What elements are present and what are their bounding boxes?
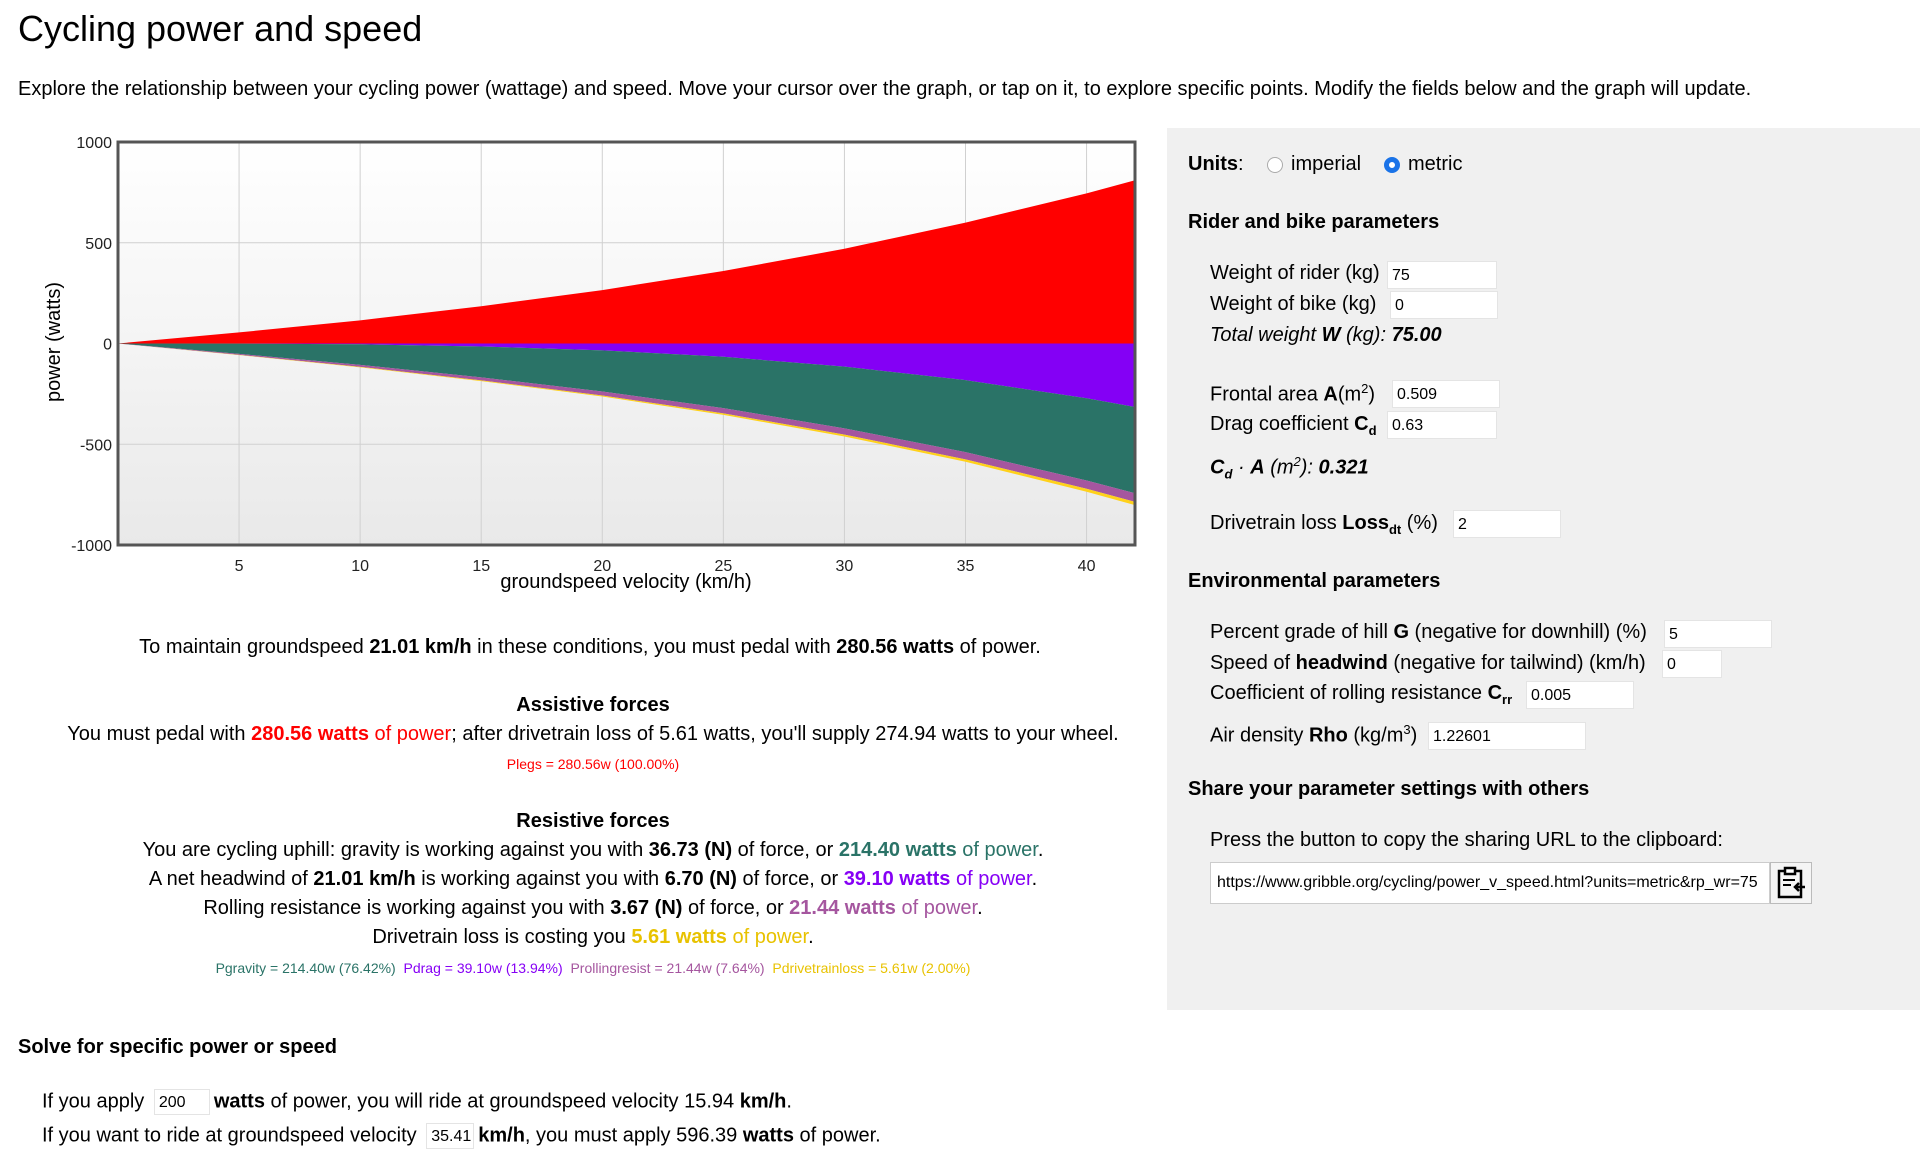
cda-c: C [1210,456,1225,479]
imperial-label[interactable]: imperial [1291,153,1362,175]
maintain-prefix: To maintain groundspeed [139,636,370,658]
page-title: Cycling power and speed [18,8,423,49]
solve-power-speed-unit: km/h [739,1090,787,1113]
maintain-summary [0,636,1180,659]
solve-speed-mid: , you must apply 596.39 [524,1124,743,1147]
y-tick-label: -1000 [71,538,112,555]
share-heading: Share your parameter settings with others [1188,778,1590,800]
assist-of-power: of power [368,723,452,745]
drag-period: . [1031,868,1038,890]
units-row [1188,153,1244,176]
drag-coef-input[interactable]: 0.63 [1387,411,1497,439]
x-tick-label: 35 [956,558,975,575]
drivetrain-loss-unit: (%) [1401,512,1438,534]
copy-url-button[interactable] [1770,862,1812,904]
x-tick-label: 15 [472,558,491,575]
clipboard-icon [1771,863,1811,903]
metric-radio[interactable] [1384,157,1400,173]
rho-sup: 3 [1403,722,1411,737]
drivetrain-loss-input[interactable]: 2 [1453,510,1561,538]
headwind-bold: headwind [1295,652,1388,674]
frontal-area-prefix: Frontal area [1210,383,1324,406]
x-tick-label: 5 [234,558,244,575]
assist-watts: 280.56 watts [251,723,369,745]
grade-suffix: (negative for downhill) (%) [1409,621,1647,643]
prolling-breakdown: Prollingresist = 21.44w (7.64%) [570,960,765,976]
grade-prefix: Percent grade of hill [1210,621,1394,643]
crr-label [1210,682,1512,707]
assistive-line [0,723,1186,746]
drag-speed: 21.01 km/h [313,868,416,890]
drivetrain-loss-label [1210,512,1438,537]
x-tick-label: 30 [835,558,854,575]
total-weight-prefix: Total weight [1210,324,1322,346]
solve-speed-unit: km/h [478,1124,525,1147]
y-tick-label: 1000 [76,135,112,152]
drag-coef-label [1210,413,1377,438]
units-colon: : [1238,153,1244,175]
rho-close: ) [1410,724,1418,747]
cda-unit: (m [1264,456,1294,479]
drivetrain-loss-symbol: Loss [1342,512,1389,534]
grade-symbol: G [1393,621,1409,643]
crr-prefix: Coefficient of rolling resistance [1210,682,1488,704]
x-tick-label: 20 [593,558,612,575]
chart-svg[interactable] [0,120,1150,600]
assistive-heading [0,694,1186,717]
frontal-area-symbol: A [1323,383,1338,406]
crr-sub: rr [1502,692,1513,707]
solve-power-mid: of power, you will ride at groundspeed velocity 15.94 [264,1090,740,1113]
gravity-watts: 214.40 watts [838,839,957,861]
headwind-input[interactable]: 0 [1662,650,1722,678]
assist-prefix: You must pedal with [67,723,252,745]
rho-prefix: Air density [1210,724,1309,747]
drag-mid2: of force, or [736,868,844,890]
cda-dot: · [1232,456,1251,479]
frontal-area-input[interactable]: 0.509 [1392,380,1500,408]
drivetrain-loss-sub: dt [1388,522,1402,537]
bike-weight-label: Weight of bike (kg) [1210,293,1377,315]
crr-input[interactable]: 0.005 [1526,681,1634,709]
frontal-area-label [1210,381,1375,407]
drag-prefix: A net headwind of [148,868,314,890]
rho-unit: (kg/m [1347,724,1404,747]
drivetrain-watts: 5.61 watts [631,926,727,948]
solve-speed-watts: watts [742,1124,794,1147]
gravity-mid: of force, or [732,839,839,861]
frontal-area-close: ) [1368,383,1376,406]
frontal-area-unit: (m [1337,383,1362,406]
rider-weight-input[interactable]: 75 [1387,261,1497,289]
y-axis-title: power (watts) [43,281,65,403]
y-tick-label: 0 [103,336,112,354]
gravity-of-power: of power [956,839,1038,861]
drivetrain-prefix: Drivetrain loss is costing you [372,926,632,948]
solve-power-input[interactable]: 200 [154,1089,210,1115]
cda-value: 0.321 [1318,456,1369,479]
total-weight-unit: (kg): [1340,324,1392,346]
rolling-of-power: of power [895,897,978,919]
crr-symbol: C [1487,682,1503,704]
drivetrain-line [0,926,1186,949]
cda-sub: d [1224,466,1233,482]
share-text: Press the button to copy the sharing URL to the clipboard: [1210,829,1723,851]
drag-coef-symbol: C [1354,413,1369,435]
rolling-watts: 21.44 watts [789,897,896,919]
solve-speed-input[interactable]: 35.41 [426,1123,474,1149]
assist-suffix: ; after drivetrain loss of 5.61 watts, you'll supply 274.94 watts to your wheel. [451,723,1119,745]
solve-heading: Solve for specific power or speed [18,1036,337,1058]
cda-sup: 2 [1293,454,1301,469]
gravity-force: 36.73 (N) [648,839,733,861]
rolling-force: 3.67 (N) [610,897,683,919]
rider-weight-label: Weight of rider (kg) [1210,262,1380,284]
headwind-prefix: Speed of [1210,652,1296,674]
x-tick-label: 40 [1077,558,1096,575]
intro-text: Explore the relationship between your cycling power (wattage) and speed. Move your cursor over the graph, or tap on it, to explore specific points. Modify the fields below and the graph will update. [18,78,1752,100]
y-tick-label: -500 [79,437,112,455]
maintain-speed: 21.01 km/h [369,636,472,658]
plegs-breakdown: Plegs = 280.56w (100.00%) [506,756,680,772]
gravity-line [0,839,1186,862]
frontal-area-sup: 2 [1361,381,1369,396]
rider-heading: Rider and bike parameters [1188,211,1440,233]
total-weight-symbol: W [1321,324,1341,346]
assistive-heading-text: Assistive forces [516,694,670,716]
solve-power-end: . [786,1090,792,1113]
imperial-radio[interactable] [1267,157,1283,173]
bike-weight-input[interactable]: 0 [1390,291,1498,319]
drag-of-power: of power [950,868,1032,890]
drag-coef-prefix: Drag coefficient [1210,413,1355,435]
headwind-label [1210,652,1646,675]
solve-power-unit: watts [213,1090,265,1113]
drag-watts: 39.10 watts [843,868,951,890]
drivetrain-of-power: of power [726,926,809,948]
maintain-suffix: of power. [954,636,1041,658]
resistive-heading [0,810,1186,833]
solve-speed-prefix: If you want to ride at groundspeed velocity [42,1124,423,1147]
rolling-mid: of force, or [682,897,790,919]
y-tick-label: 500 [85,235,112,253]
rolling-period: . [977,897,983,919]
rho-bold: Rho [1308,724,1348,747]
drag-coef-sub: d [1368,423,1377,438]
rolling-prefix: Rolling resistance is working against you with [203,897,611,919]
resistive-breakdown [0,960,1186,976]
solve-speed-end: of power. [793,1124,881,1147]
drivetrain-period: . [808,926,814,948]
total-weight [1210,324,1442,347]
pdrag-breakdown: Pdrag = 39.10w (13.94%) [403,960,563,976]
share-url-field[interactable]: https://www.gribble.org/cycling/power_v_speed.html?units=metric&rp_wr=75 [1210,862,1770,904]
maintain-mid: in these conditions, you must pedal with [471,636,837,658]
drag-line [0,868,1186,891]
metric-label[interactable]: metric [1408,153,1463,175]
drivetrain-loss-prefix: Drivetrain loss [1210,512,1343,534]
cda-close: ): [1300,456,1319,479]
pdrivetrain-breakdown: Pdrivetrainloss = 5.61w (2.00%) [772,960,971,976]
pgravity-breakdown: Pgravity = 214.40w (76.42%) [215,960,396,976]
x-tick-label: 10 [351,558,370,575]
units-label: Units [1188,153,1238,175]
power-speed-chart[interactable] [0,120,1150,600]
gravity-period: . [1037,839,1044,861]
maintain-power: 280.56 watts [836,636,955,658]
rolling-line [0,897,1186,920]
solve-power-prefix: If you apply [42,1090,150,1113]
solve-speed-row [42,1123,881,1149]
rho-input[interactable]: 1.22601 [1428,722,1586,750]
grade-label [1210,621,1647,644]
total-weight-value: 75.00 [1391,324,1442,346]
x-axis-title: groundspeed velocity (km/h) [500,571,752,593]
solve-power-row [42,1089,792,1115]
gravity-prefix: You are cycling uphill: gravity is working against you with [142,839,649,861]
drag-mid1: is working against you with [415,868,665,890]
headwind-suffix: (negative for tailwind) (km/h) [1387,652,1646,674]
x-tick-label: 25 [714,558,733,575]
cda-value-row [1210,454,1369,482]
grade-input[interactable]: 5 [1664,620,1772,648]
env-heading: Environmental parameters [1188,570,1441,592]
drag-force: 6.70 (N) [664,868,737,890]
resistive-heading-text: Resistive forces [516,810,670,832]
cda-a: A [1250,456,1265,479]
rho-label [1210,722,1417,748]
